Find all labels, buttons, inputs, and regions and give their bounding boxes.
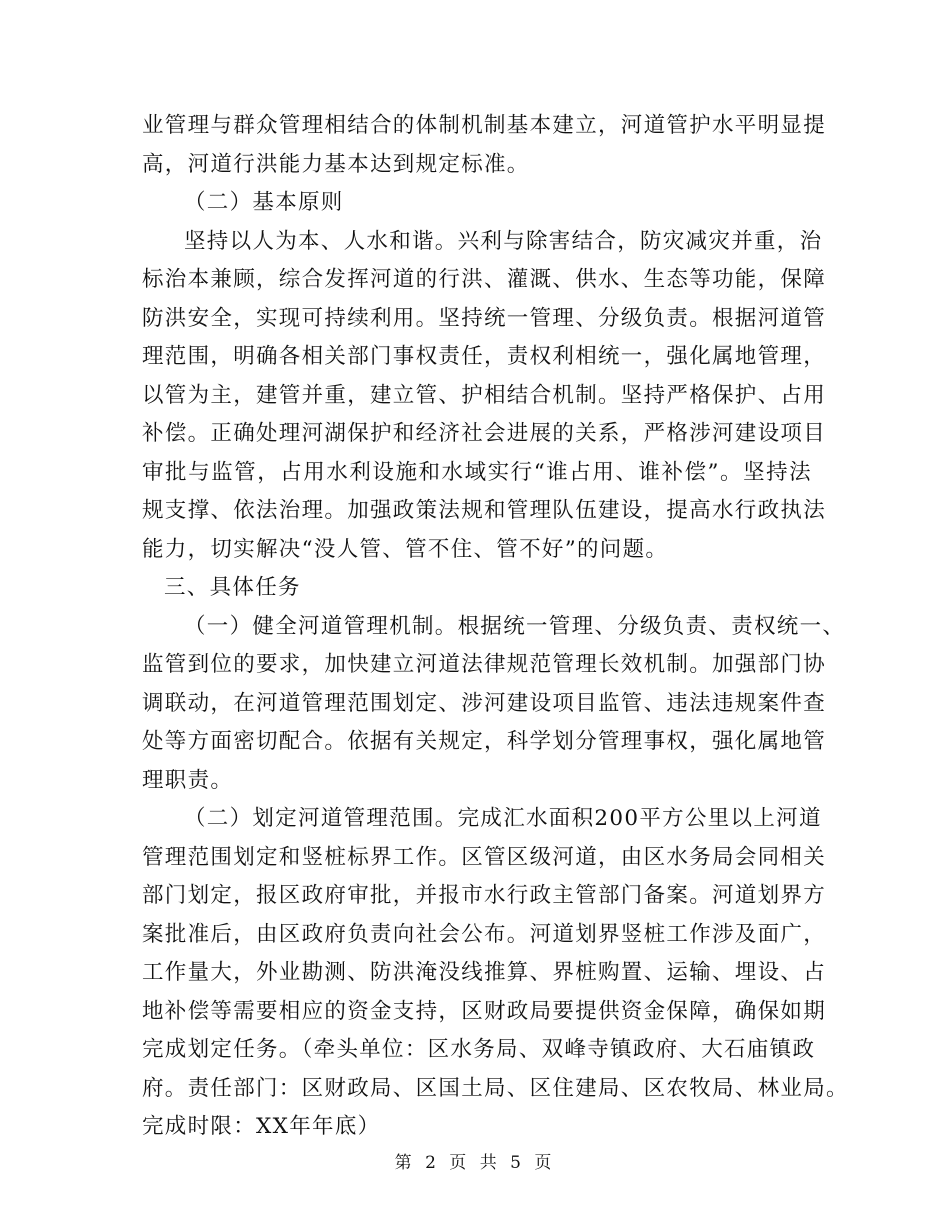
text-line: 调联动，在河道管理范围划定、涉河建设项目监管、违法违规案件查 bbox=[142, 690, 827, 716]
text-line: 标治本兼顾，综合发挥河道的行洪、灌溉、供水、生态等功能，保障 bbox=[142, 267, 827, 292]
text-line: 能力，切实解决“没人管、管不住、管不好”的问题。 bbox=[142, 536, 669, 562]
text-line: 处等方面密切配合。依据有关规定，科学划分管理事权，强化属地管 bbox=[142, 729, 827, 754]
text-line: （二）划定河道管理范围。完成汇水面积200平方公里以上河道 bbox=[184, 806, 822, 831]
text-line: 业管理与群众管理相结合的体制机制基本建立，河道管护水平明显提 bbox=[142, 113, 827, 138]
document-body bbox=[142, 107, 849, 1147]
text-line: 坚持以人为本、人水和谐。兴利与除害结合，防灾减灾并重，治 bbox=[184, 228, 823, 254]
text-line: 补偿。正确处理河湖保护和经济社会进展的关系，严格涉河建设项目 bbox=[142, 421, 827, 446]
text-line: 监管到位的要求，加快建立河道法律规范管理长效机制。加强部门协 bbox=[142, 652, 827, 677]
text-line: （一）健全河道管理机制。根据统一管理、分级负责、责权统一、 bbox=[184, 613, 846, 639]
text-line: 完成划定任务。（牵头单位：区水务局、双峰寺镇政府、大石庙镇政 bbox=[142, 1037, 816, 1062]
text-line: 管理范围划定和竖桩标界工作。区管区级河道，由区水务局会同相关 bbox=[142, 844, 827, 870]
text-line: 完成时限：XX年年底） bbox=[142, 1114, 381, 1139]
text-line: 工作量大，外业勘测、防洪淹没线推算、界桩购置、运输、埋设、占 bbox=[142, 960, 827, 985]
section-heading: 三、具体任务 bbox=[164, 575, 301, 600]
text-line: 案批准后，由区政府负责向社会公布。河道划界竖桩工作涉及面广， bbox=[142, 921, 827, 947]
text-line: 理职责。 bbox=[142, 767, 234, 793]
text-line: 部门划定，报区政府审批，并报市水行政主管部门备案。河道划界方 bbox=[142, 883, 827, 908]
section-heading: （二）基本原则 bbox=[184, 190, 344, 215]
text-line: 府。责任部门：区财政局、区国土局、区住建局、区农牧局、林业局。 bbox=[142, 1075, 849, 1101]
page-number: 第 2 页 共 5 页 bbox=[394, 1153, 556, 1173]
text-line: 理范围，明确各相关部门事权责任，责权利相统一，强化属地管理， bbox=[142, 344, 827, 369]
text-line: 地补偿等需要相应的资金支持，区财政局要提供资金保障，确保如期 bbox=[142, 998, 827, 1024]
text-line: 高，河道行洪能力基本达到规定标准。 bbox=[142, 151, 530, 177]
text-line: 规支撑、依法治理。加强政策法规和管理队伍建设，提高水行政执法 bbox=[142, 498, 827, 523]
text-line: 防洪安全，实现可持续利用。坚持统一管理、分级负责。根据河道管 bbox=[142, 305, 827, 331]
text-line: 以管为主，建管并重，建立管、护相结合机制。坚持严格保护、占用 bbox=[142, 382, 827, 408]
text-line: 审批与监管，占用水利设施和水域实行“谁占用、谁补偿”。坚持法 bbox=[142, 459, 812, 485]
